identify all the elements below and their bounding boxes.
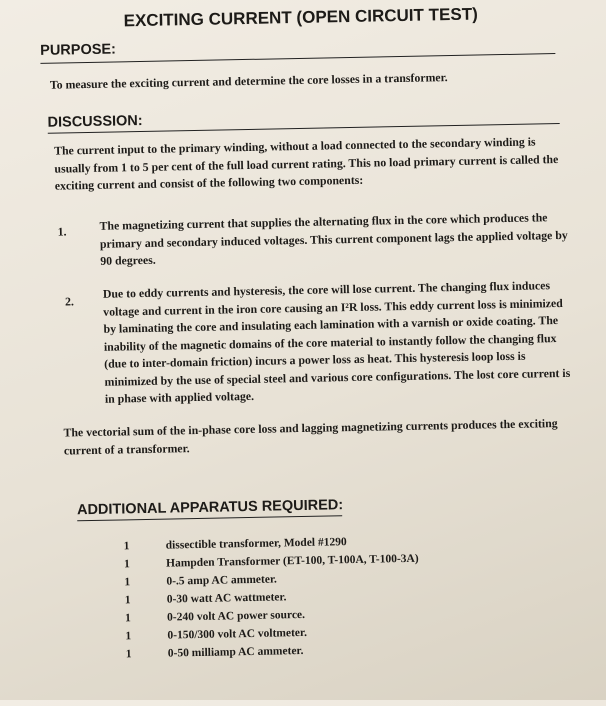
purpose-text: To measure the exciting current and determine the core losses in a transformer. [49,70,448,92]
apparatus-qty: 1 [124,594,131,607]
item-1-text: The magnetizing current that supplies the alternating flux in the core which produces the primary and secondary induced voltages. This current component lags the applied voltage by 90 degrees. [99,210,568,268]
apparatus-item [124,536,347,552]
item-2-number: 2. [64,294,75,309]
apparatus-qty: 1 [124,576,131,589]
apparatus-item [125,627,307,642]
discussion-intro: The current input to the primary winding, without a load connected to the secondary winding is usually from 1 to 5 per cent of the full load current rating. This no load primary current is called the exciting current and consist of the following two components: [53,134,559,193]
apparatus-text: 0-50 milliamp AC ammeter. [167,644,304,660]
discussion-conclusion: The vectorial sum of the in-phase core loss and lagging magnetizing currents produces the exciting current of a transformer. [63,416,558,458]
item-1-number: 1. [57,224,67,239]
purpose-rule [40,53,555,64]
apparatus-item [125,591,287,606]
apparatus-qty: 1 [125,630,132,643]
apparatus-item [124,573,277,588]
apparatus-qty: 1 [125,612,131,625]
apparatus-text: 0-240 volt AC power source. [166,608,306,624]
purpose-heading: PURPOSE: [40,41,117,59]
apparatus-heading: ADDITIONAL APPARATUS REQUIRED: [76,497,344,519]
apparatus-qty: 1 [125,648,132,661]
apparatus-text: Hampden Transformer (ET-100, T-100A, T-100-3A) [165,552,419,570]
apparatus-qty: 1 [123,540,130,553]
apparatus-item [126,645,304,660]
apparatus-text: 0-150/300 volt AC voltmeter. [167,626,308,642]
apparatus-item [125,609,305,624]
apparatus-text: 0-.5 amp AC ammeter. [166,573,277,588]
item-2-text: Due to eddy currents and hysteresis, the core will lose current. The changing flux induces voltage and current in the iron core causing an I²R loss. This eddy current loss is minimized by laminating the core and insulating each lamination with a varnish or oxide coating. The inability of the magnetic domains of the core material to instantly follow the changing flux (due to inter-domain friction) incurs a power loss as heat. This hysteresis loop loss is minimized by the use of special steel and various core configurations. The lost core current is in phase with applied voltage. [102,278,571,406]
page-title: EXCITING CURRENT (OPEN CIRCUIT TEST) [123,4,478,31]
apparatus-text: 0-30 watt AC wattmeter. [166,591,287,606]
apparatus-text: dissectible transformer, Model #1290 [165,536,347,552]
apparatus-item [124,553,419,571]
discussion-heading: DISCUSSION: [47,112,143,131]
apparatus-qty: 1 [123,558,130,571]
